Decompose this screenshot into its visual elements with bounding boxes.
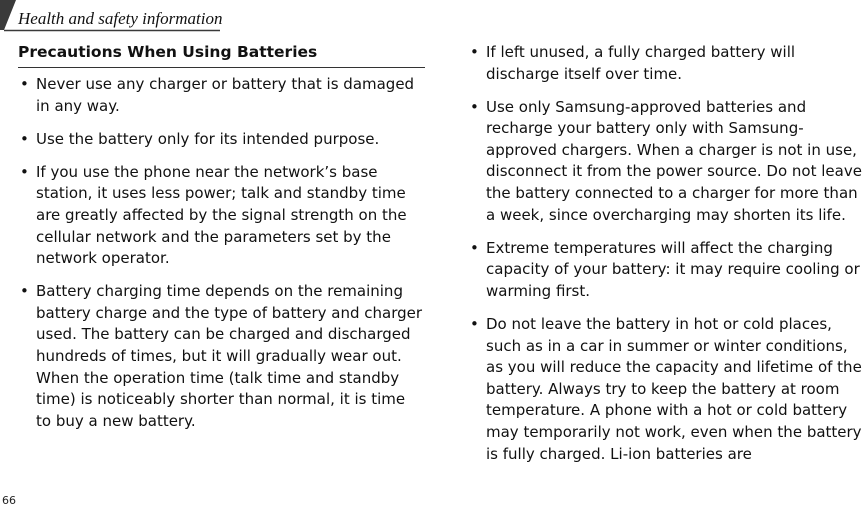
header-title: Health and safety information bbox=[18, 9, 223, 28]
list-item bbox=[18, 74, 424, 117]
bullet-icon: • bbox=[20, 129, 29, 148]
bullet-icon: • bbox=[470, 238, 479, 257]
list-item-text: If you use the phone near the network’s base station, it uses less power; talk and standby time are greatly affected by the signal strength on the cellular network and the parameters set by the network operator. bbox=[36, 162, 407, 268]
list-item bbox=[468, 42, 868, 85]
section-title: Precautions When Using Batteries bbox=[18, 43, 318, 61]
list-item-text: Extreme temperatures will affect the charging capacity of your battery: it may require cooling or warming first. bbox=[486, 238, 860, 300]
list-item-text: Do not leave the battery in hot or cold places, such as in a car in summer or winter conditions, as you will reduce the capacity and lifetime of the battery. Always try to keep the battery at room temperature. A phone with a hot or cold battery may temporarily not work, even when the battery is fully charged. Li-ion batteries are bbox=[486, 315, 862, 463]
bullet-icon: • bbox=[20, 162, 29, 181]
bullet-icon: • bbox=[470, 43, 479, 61]
bullet-icon: • bbox=[470, 97, 479, 116]
list-item bbox=[18, 162, 424, 270]
bullet-icon: • bbox=[470, 315, 479, 334]
page-number: 66 bbox=[2, 494, 16, 507]
list-item-text: Never use any charger or battery that is damaged in any way. bbox=[36, 75, 415, 115]
list-item-text: Use only Samsung-approved batteries and recharge your battery only with Samsung-approved chargers. When a charger is not in use, disconnect it from the power source. Do not leave the battery connected to a charger for more than a week, since overcharging may shorten its life. bbox=[486, 97, 862, 224]
list-item bbox=[468, 238, 868, 303]
page-header bbox=[0, 0, 223, 32]
list-item-text: If left unused, a fully charged battery will discharge itself over time. bbox=[486, 43, 796, 83]
list-item bbox=[468, 97, 868, 227]
bullet-icon: • bbox=[20, 75, 29, 93]
list-item bbox=[18, 281, 424, 432]
list-item bbox=[468, 314, 868, 465]
bullet-icon: • bbox=[20, 282, 29, 301]
list-item-text: Use the battery only for its intended purpose. bbox=[36, 129, 380, 148]
list-item bbox=[18, 129, 424, 151]
left-bullet-list bbox=[18, 74, 424, 444]
list-item-text: Battery charging time depends on the remaining battery charge and the type of battery and charger used. The battery can be charged and discharged hundreds of times, but it will gradually wear out. When the operation time (talk time and standby time) is noticeably shorter than normal, it is time to buy a new battery. bbox=[36, 282, 423, 430]
right-bullet-list bbox=[468, 42, 868, 477]
section-divider bbox=[18, 67, 425, 68]
